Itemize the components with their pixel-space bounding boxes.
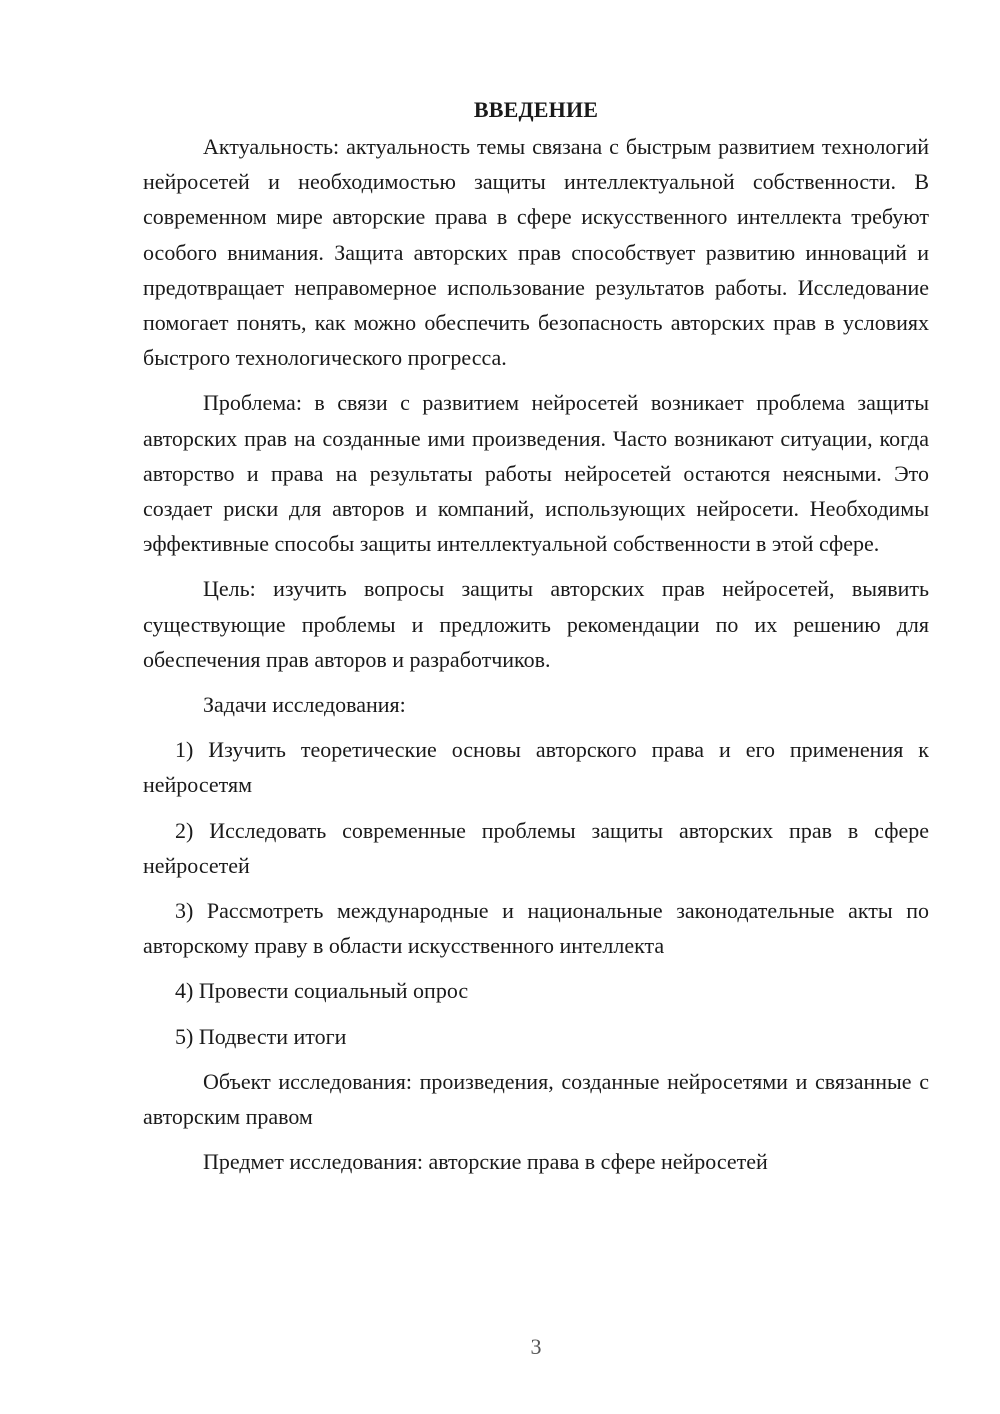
paragraph-problem: Проблема: в связи с развитием нейросетей возникает проблема защиты авторских прав на созданные ими произведения. Часто возникают ситуации, когда авторство и права на результаты работы нейросетей остаются неясными. Это создает риски для авторов и компаний, использующих нейросети. Необходимы эффективные способы защиты интеллектуальной собственности в этой сфере. bbox=[143, 390, 929, 557]
paragraph-subject: Предмет исследования: авторские права в сфере нейросетей bbox=[203, 1149, 768, 1175]
task-item-1: 1) Изучить теоретические основы авторского права и его применения к нейросетям bbox=[143, 737, 929, 798]
paragraph-goal: Цель: изучить вопросы защиты авторских прав нейросетей, выявить существующие проблемы и предложить рекомендации по их решению для обеспечения прав авторов и разработчиков. bbox=[143, 576, 929, 672]
paragraph-relevance: Актуальность: актуальность темы связана с быстрым развитием технологий нейросетей и необходимостью защиты интеллектуальной собственности. В современном мире авторские права в сфере искусственного интеллекта требуют особого внимания. Защита авторских прав способствует развитию инноваций и предотвращает неправомерное использование результатов работы. Исследование помогает понять, как можно обеспечить безопасность авторских прав в условиях быстрого технологического прогресса. bbox=[143, 134, 929, 371]
paragraph-tasks-intro: Задачи исследования: bbox=[203, 692, 406, 718]
document-page bbox=[143, 92, 929, 1189]
task-item-3: 3) Рассмотреть международные и национальные законодательные акты по авторскому праву в области искусственного интеллекта bbox=[143, 898, 929, 959]
paragraph-object: Объект исследования: произведения, созданные нейросетями и связанные с авторским правом bbox=[143, 1068, 929, 1130]
task-item-2: 2) Исследовать современные проблемы защиты авторских прав в сфере нейросетей bbox=[143, 817, 929, 878]
task-item-4: 4) Провести социальный опрос bbox=[175, 978, 469, 1004]
section-heading: ВВЕДЕНИЕ bbox=[473, 97, 599, 122]
task-item-5: 5) Подвести итоги bbox=[175, 1023, 347, 1049]
page-number: 3 bbox=[530, 1334, 542, 1359]
